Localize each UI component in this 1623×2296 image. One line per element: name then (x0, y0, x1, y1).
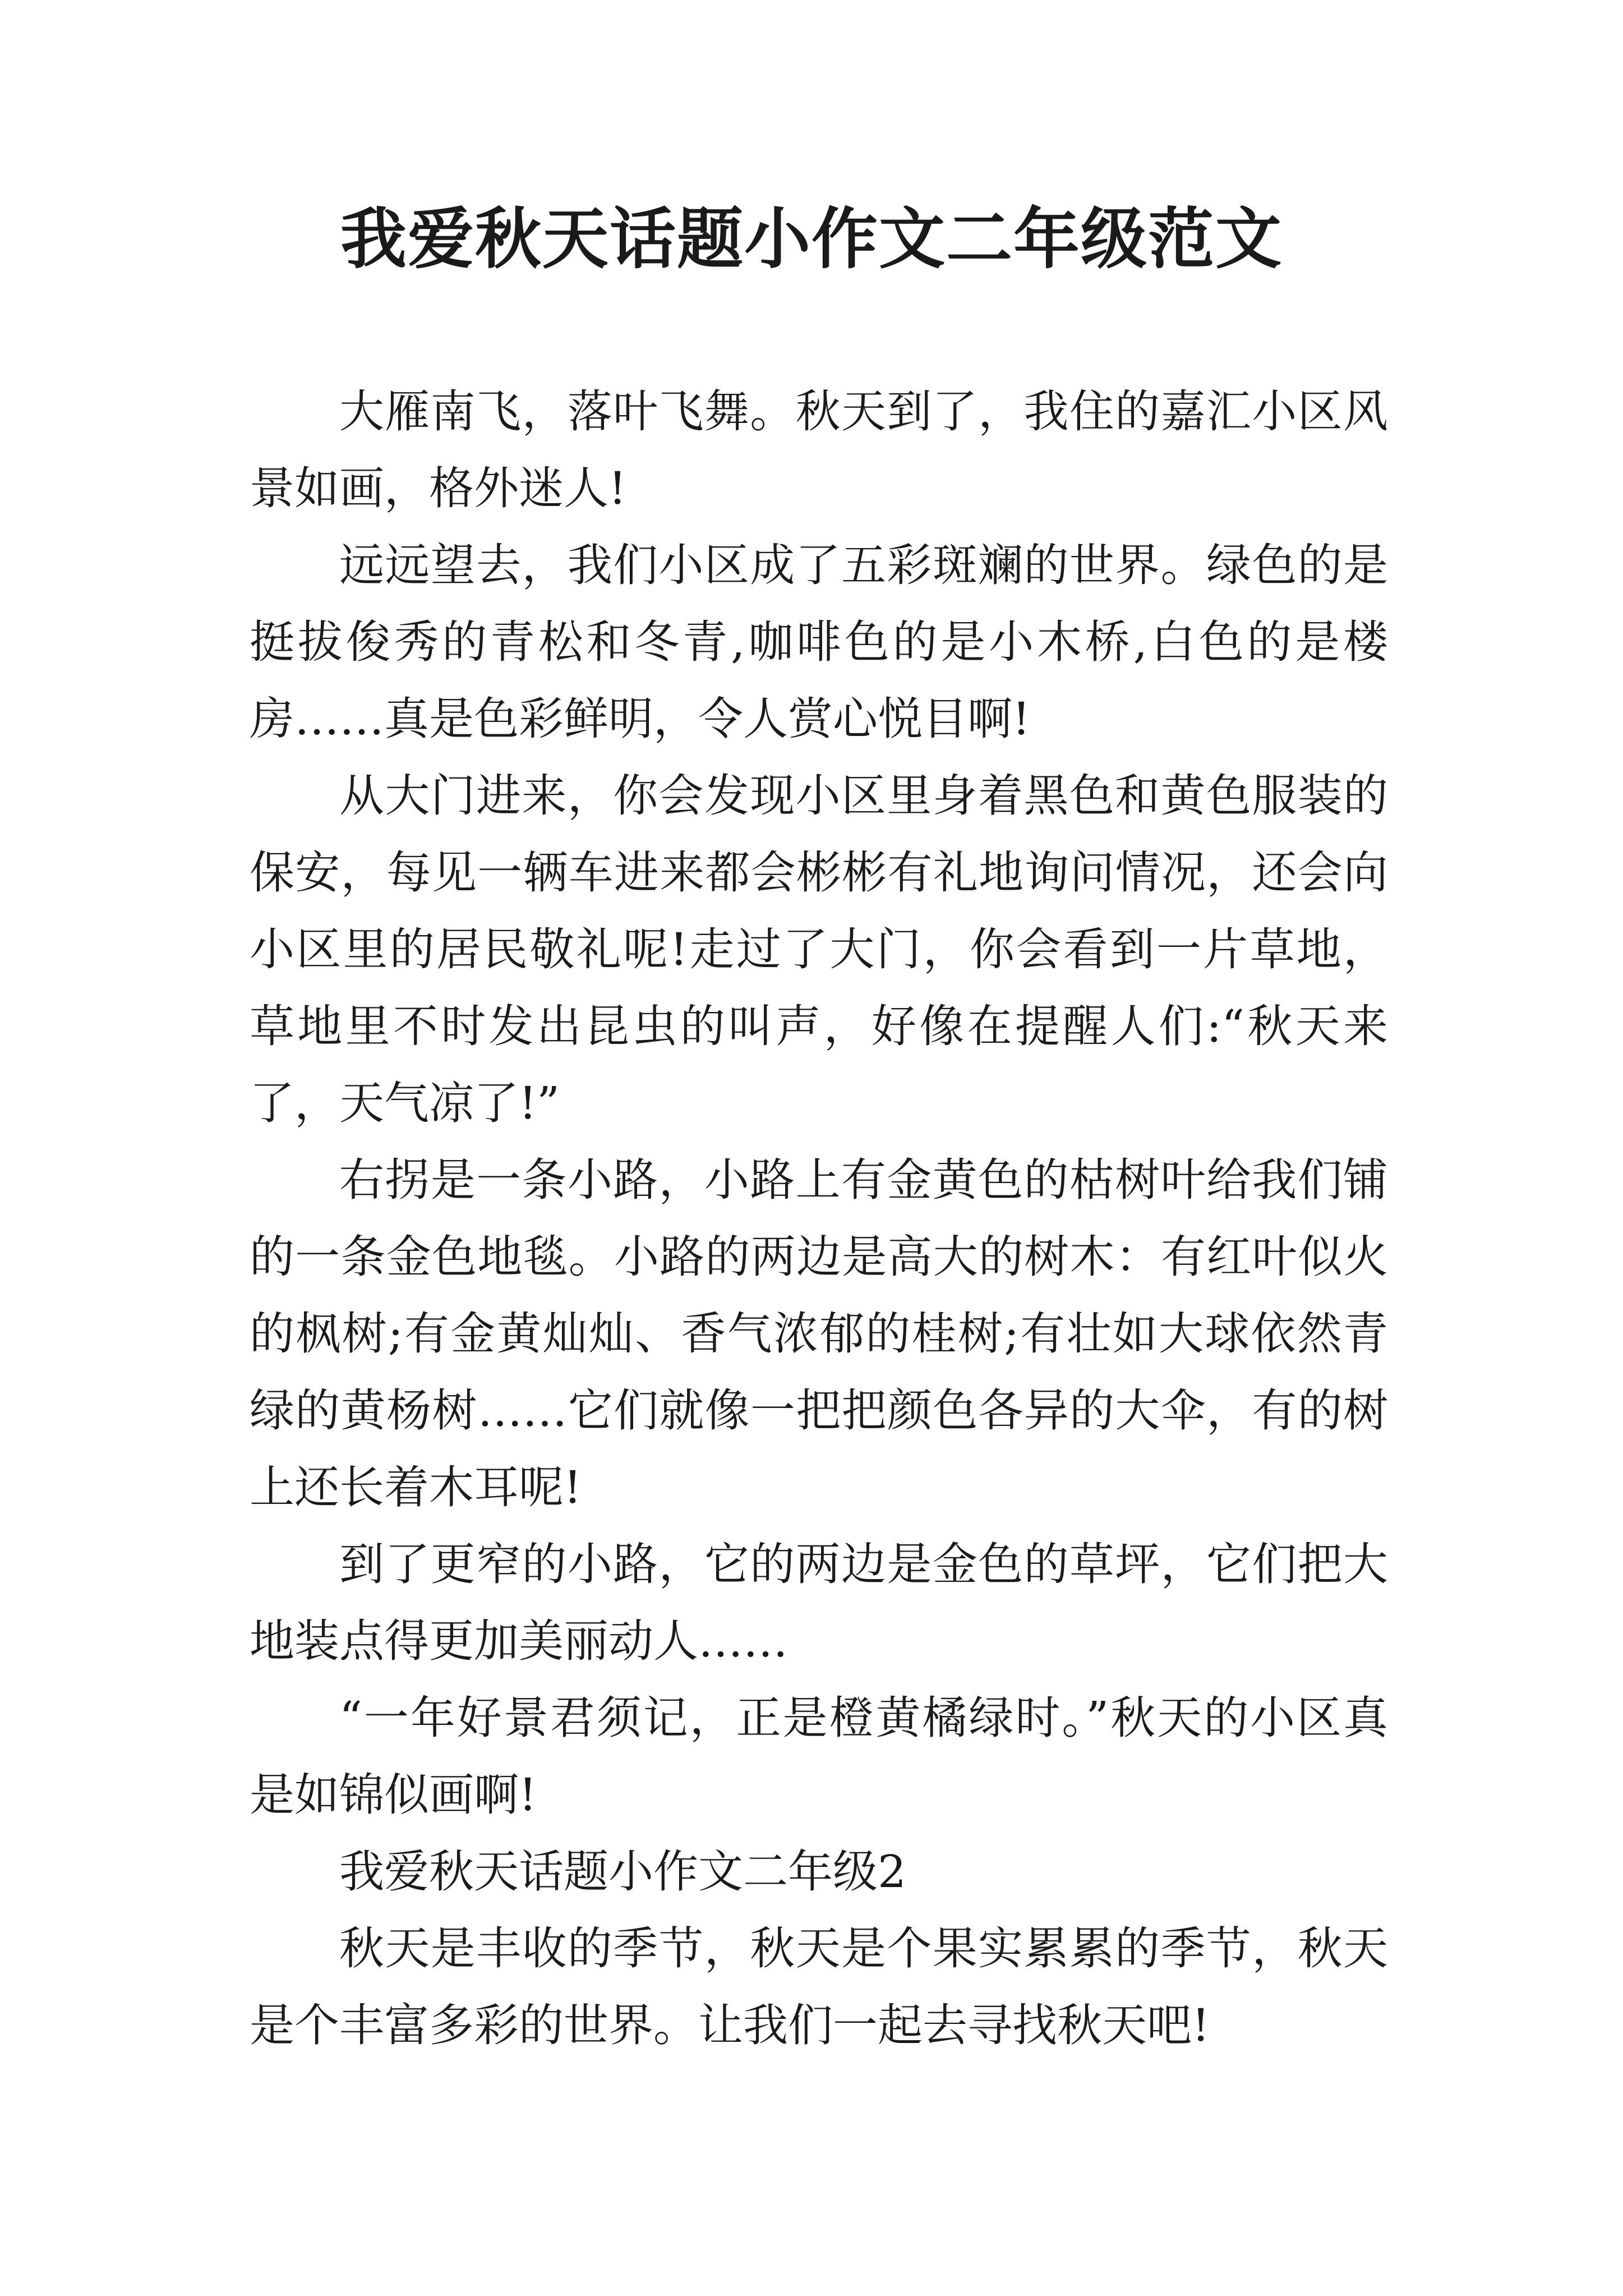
paragraph-4: 右拐是一条小路，小路上有金黄色的枯树叶给我们铺的一条金色地毯。小路的两边是高大的树木：有红叶似火的枫树;有金黄灿灿、香气浓郁的桂树;有壮如大球依然青绿的黄杨树……它们就像一把把颜色各异的大伞，有的树上还长着木耳呢! (250, 1154, 1388, 1513)
section-heading-2: 我爱秋天话题小作文二年级2 (339, 1846, 906, 1898)
document-body (250, 373, 1388, 2064)
paragraph-1: 大雁南飞，落叶飞舞。秋天到了，我住的嘉汇小区风景如画，格外迷人! (250, 385, 1388, 514)
paragraph-6: “一年好景君须记，正是橙黄橘绿时。”秋天的小区真是如锦似画啊! (250, 1692, 1388, 1821)
paragraph-5: 到了更窄的小路，它的两边是金色的草坪，它们把大地装点得更加美丽动人…… (250, 1538, 1388, 1667)
document-title: 我爱秋天话题小作文二年级范文 (340, 200, 1283, 278)
paragraph-3: 从大门进来，你会发现小区里身着黑色和黄色服装的保安，每见一辆车进来都会彬彬有礼地询问情况，还会向小区里的居民敬礼呢!走过了大门，你会看到一片草地，草地里不时发出昆虫的叫声，好像在提醒人们:“秋天来了，天气凉了!” (250, 770, 1388, 1129)
paragraph-2: 远远望去，我们小区成了五彩斑斓的世界。绿色的是挺拔俊秀的青松和冬青,咖啡色的是小木桥,白色的是楼房……真是色彩鲜明，令人赏心悦目啊! (250, 539, 1388, 745)
paragraph-7: 秋天是丰收的季节，秋天是个果实累累的季节，秋天是个丰富多彩的世界。让我们一起去寻找秋天吧! (250, 1922, 1388, 2051)
